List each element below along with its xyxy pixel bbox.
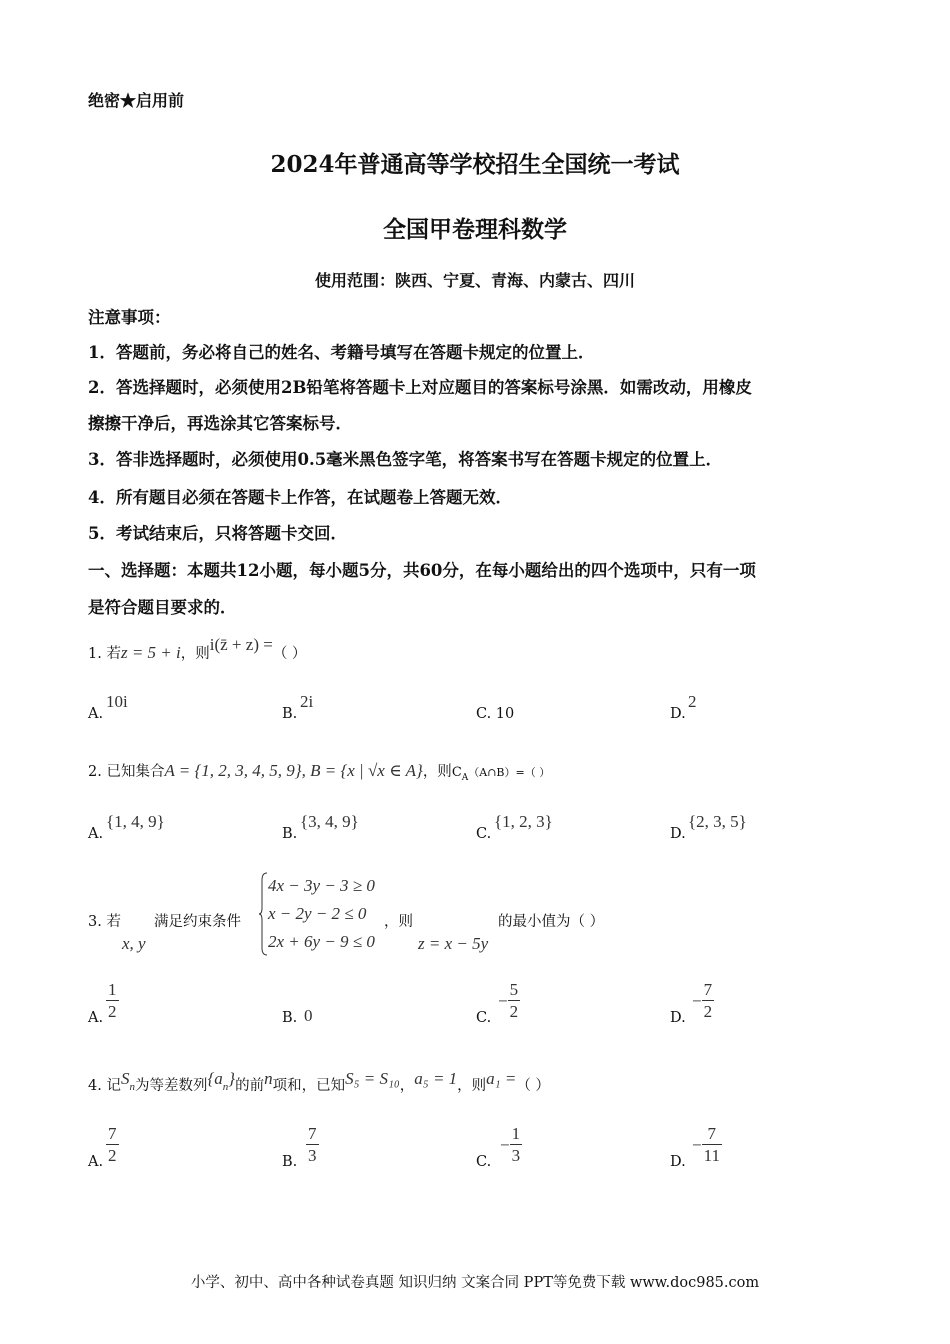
q4-eq-2: a₅ = 1 <box>414 1069 458 1088</box>
option-value: 2i <box>300 692 314 711</box>
q4-option-d <box>670 1124 850 1172</box>
minus-sign: − <box>500 1135 510 1155</box>
notice-heading: 注意事项： <box>88 308 171 327</box>
q2-option-a <box>88 802 268 842</box>
q4-s: S <box>120 1069 130 1088</box>
q4-option-b <box>282 1124 462 1172</box>
exam-subtitle: 全国甲卷理科数学 <box>383 216 567 243</box>
q3-tail: 的最小值为（ ） <box>498 914 605 930</box>
q4-a-close: } <box>228 1069 236 1088</box>
q1-expr-i: i(z̄ + z) = <box>209 635 273 654</box>
q3-option-c <box>476 980 656 1028</box>
q3-mid: 满足约束条件 <box>154 914 241 930</box>
notice-item-5: 5．考试结束后，只将答题卡交回． <box>88 524 347 543</box>
secret-label: 绝密★启用前 <box>88 91 185 110</box>
fraction <box>702 980 715 1023</box>
question-2 <box>88 760 878 783</box>
q1-expr-z: z = 5 + i <box>120 643 181 662</box>
denominator: 3 <box>511 1146 521 1165</box>
q2-expr: A = {1, 2, 3, 4, 5, 9}, B = {x | √x ∈ A} <box>164 761 423 780</box>
q1-option-b <box>282 682 462 722</box>
q1-option-a <box>88 682 268 722</box>
q2-prefix: 2. 已知集合 <box>88 764 165 780</box>
option-value: {2, 3, 5} <box>688 812 747 831</box>
q4-comma: ， <box>399 1078 415 1094</box>
q2-tail: （A∩B）=（ ） <box>468 766 551 779</box>
section-heading-line1: 一、选择题：本题共12小题，每小题5分，共60分，在每小题给出的四个选项中，只有一项 <box>88 561 756 580</box>
fraction <box>702 1124 722 1167</box>
q2-complement-sub: A <box>461 772 469 783</box>
minus-sign: − <box>498 991 508 1011</box>
q4-option-a <box>88 1124 268 1172</box>
q4-options <box>88 1124 868 1172</box>
q3-constraint-3: 2x + 6y − 9 ≤ 0 <box>268 932 375 951</box>
q4-a-sub: n <box>222 1080 229 1093</box>
q3-option-a <box>88 980 268 1028</box>
q4-text-4: ，则 <box>457 1078 487 1094</box>
minus-sign: − <box>692 1135 702 1155</box>
q1-paren: （ ） <box>272 646 307 662</box>
q4-s-sub: n <box>129 1080 135 1093</box>
q3-options <box>88 980 868 1028</box>
q4-n: n <box>264 1069 273 1088</box>
option-label: C. <box>476 826 492 842</box>
option-label: B. <box>282 706 298 722</box>
q4-paren: （ ） <box>516 1078 550 1094</box>
numerator: 7 <box>703 980 713 999</box>
q1-mid: ，则 <box>180 646 210 662</box>
denominator: 2 <box>509 1002 519 1021</box>
option-label: A. <box>88 1154 104 1170</box>
option-label: A. <box>88 706 104 722</box>
page-footer: 小学、初中、高中各种试卷真题 知识归纳 文案合同 PPT等免费下载 www.doc985.com <box>190 1275 760 1291</box>
q3-then: ，则 <box>384 914 413 930</box>
q2-option-c <box>476 802 656 842</box>
minus-sign: − <box>692 991 702 1011</box>
q3-constraints <box>268 872 375 956</box>
q3-constraint-1: 4x − 3y − 3 ≥ 0 <box>268 876 375 895</box>
notice-item-1: 1．答题前，务必将自己的姓名、考籍号填写在答题卡规定的位置上． <box>88 343 595 362</box>
question-1 <box>88 635 878 663</box>
q3-vars: x, y <box>122 934 146 953</box>
q4-text-3: 项和，已知 <box>272 1078 346 1094</box>
denominator: 3 <box>308 1146 317 1165</box>
q2-complement: C <box>451 765 462 780</box>
q3-option-b <box>282 980 462 1028</box>
option-value: {1, 2, 3} <box>494 812 553 831</box>
q2-option-d <box>670 802 850 842</box>
fraction <box>306 1124 319 1167</box>
denominator: 2 <box>108 1002 117 1021</box>
q4-text-2: 的前 <box>235 1078 265 1094</box>
fraction <box>106 980 119 1023</box>
option-label: B. <box>282 826 298 842</box>
fraction <box>510 1124 523 1167</box>
option-label: C. <box>476 1010 492 1026</box>
option-label: D. <box>670 1154 686 1170</box>
exam-title: 2024年普通高等学校招生全国统一考试 <box>270 151 680 178</box>
option-value: 2 <box>688 692 697 711</box>
option-label: B. <box>282 1010 298 1026</box>
option-label: D. <box>670 706 686 722</box>
q4-a1: a₁ = <box>486 1069 517 1088</box>
q2-mid: ，则 <box>422 764 452 780</box>
q3-objective: z = x − 5y <box>418 934 489 953</box>
q4-text-1: 为等差数列 <box>134 1078 208 1094</box>
q3-prefix: 3. 若 <box>88 914 121 930</box>
q4-option-c <box>476 1124 656 1172</box>
option-label: D. <box>670 1010 686 1026</box>
option-label: A. <box>88 826 104 842</box>
q4-a: {a <box>207 1069 223 1088</box>
q2-option-b <box>282 802 462 842</box>
option-label: B. <box>282 1154 298 1170</box>
denominator: 2 <box>108 1146 117 1165</box>
q4-eq-1: S₅ = S₁₀ <box>345 1069 400 1088</box>
fraction <box>508 980 521 1023</box>
option-value: 10i <box>106 692 128 711</box>
option-label: A. <box>88 1010 104 1026</box>
notice-item-2b: 擦擦干净后，再选涂其它答案标号． <box>88 414 352 433</box>
numerator: 1 <box>108 980 117 999</box>
q1-options <box>88 682 868 722</box>
option-value: {1, 4, 9} <box>106 812 165 831</box>
fraction <box>106 1124 119 1167</box>
q1-option-d <box>670 682 850 722</box>
q1-prefix: 1. 若 <box>88 646 121 662</box>
q1-option-c <box>476 682 656 722</box>
option-label: C. 10 <box>476 706 515 722</box>
numerator: 7 <box>108 1124 117 1143</box>
q2-options <box>88 802 868 842</box>
option-label: C. <box>476 1154 492 1170</box>
numerator: 1 <box>511 1124 521 1143</box>
section-heading-line2: 是符合题目要求的． <box>88 598 237 617</box>
numerator: 7 <box>702 1124 722 1145</box>
notice-item-3: 3．答非选择题时，必须使用0.5毫米黑色签字笔，将答案书写在答题卡规定的位置上． <box>88 450 723 469</box>
question-4 <box>88 1069 878 1097</box>
numerator: 7 <box>308 1124 317 1143</box>
numerator: 5 <box>509 980 519 999</box>
notice-item-2a: 2．答选择题时，必须使用2B铅笔将答题卡上对应题目的答案标号涂黑．如需改动，用橡皮 <box>88 378 752 397</box>
q3-brace <box>258 872 268 956</box>
q4-prefix: 4. 记 <box>88 1078 121 1094</box>
option-value: {3, 4, 9} <box>300 812 359 831</box>
q3-constraint-2: x − 2y − 2 ≤ 0 <box>268 904 367 923</box>
notice-item-4: 4．所有题目必须在答题卡上作答，在试题卷上答题无效． <box>88 488 512 507</box>
denominator: 11 <box>703 1146 720 1165</box>
option-value: 0 <box>304 1006 313 1025</box>
q3-option-d <box>670 980 850 1028</box>
usage-scope: 使用范围：陕西、宁夏、青海、内蒙古、四川 <box>314 271 635 290</box>
option-label: D. <box>670 826 686 842</box>
denominator: 2 <box>703 1002 713 1021</box>
